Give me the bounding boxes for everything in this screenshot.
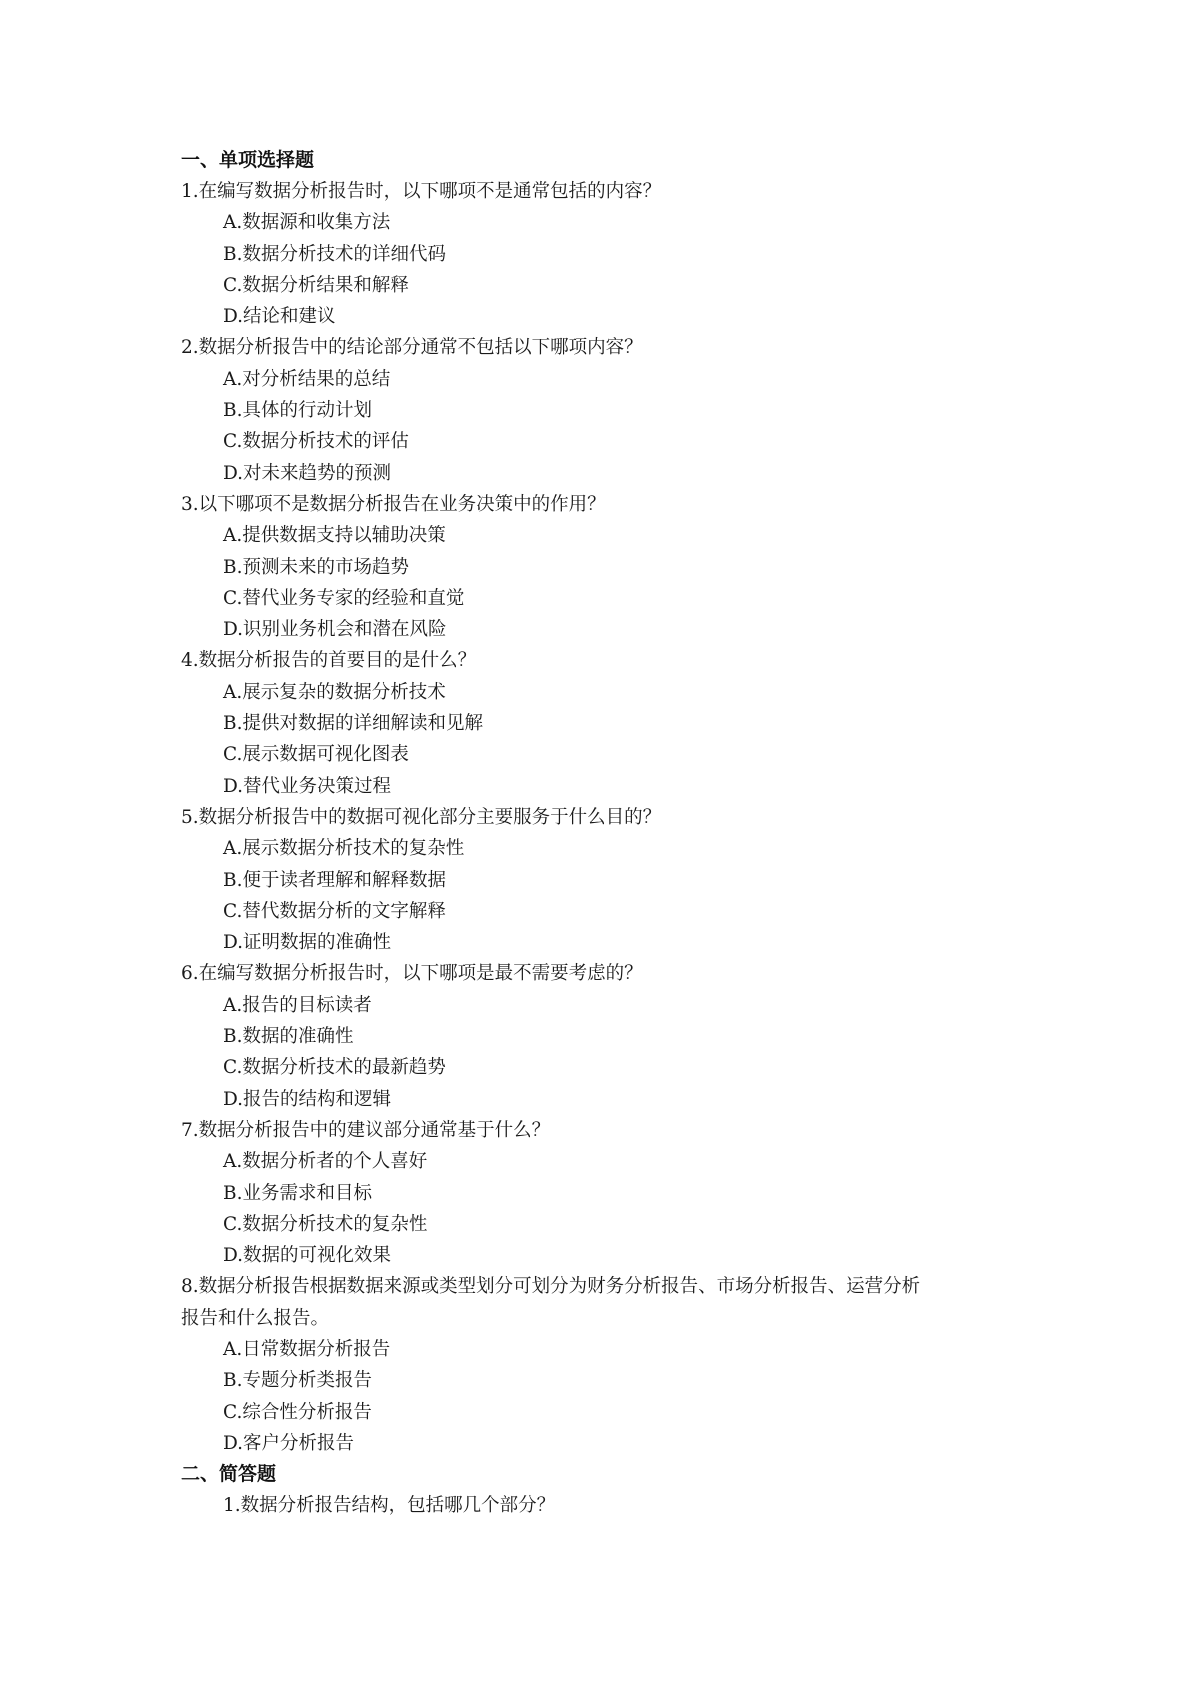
option-b: B.数据分析技术的详细代码 [223, 243, 446, 265]
question-stem: 1.数据分析报告结构，包括哪几个部分？ [223, 1495, 556, 1517]
question-block [181, 176, 1021, 332]
option-d: D.报告的结构和逻辑 [223, 1088, 392, 1110]
option-a: A.日常数据分析报告 [223, 1338, 391, 1360]
question-stem-line-1: 8.数据分析报告根据数据来源或类型划分可划分为财务分析报告、市场分析报告、运营分析 [181, 1276, 921, 1298]
question-stem: 7.数据分析报告中的建议部分通常基于什么？ [181, 1119, 551, 1141]
option-d: D.替代业务决策过程 [223, 775, 392, 797]
option-b: B.业务需求和目标 [223, 1182, 372, 1204]
option-c: C.数据分析技术的最新趋势 [223, 1057, 446, 1079]
option-b: B.提供对数据的详细解读和见解 [223, 713, 483, 735]
option-b: B.预测未来的市场趋势 [223, 556, 409, 578]
question-block [181, 1271, 1021, 1459]
option-d: D.数据的可视化效果 [223, 1245, 392, 1267]
option-c: C.数据分析技术的复杂性 [223, 1213, 428, 1235]
question-stem: 1.在编写数据分析报告时，以下哪项不是通常包括的内容？ [181, 181, 662, 202]
option-a: A.数据分析者的个人喜好 [223, 1151, 428, 1173]
option-d: D.证明数据的准确性 [223, 932, 392, 954]
question-block [181, 645, 1021, 801]
option-d: D.结论和建议 [223, 306, 336, 328]
question-stem: 3.以下哪项不是数据分析报告在业务决策中的作用？ [181, 493, 606, 515]
option-a: A.展示数据分析技术的复杂性 [223, 838, 465, 860]
option-a: A.对分析结果的总结 [223, 368, 391, 390]
question-block [181, 1490, 1021, 1521]
option-c: C.数据分析技术的评估 [223, 431, 409, 453]
option-d: D.识别业务机会和潜在风险 [223, 619, 447, 641]
question-block [181, 489, 1021, 645]
question-stem: 2.数据分析报告中的结论部分通常不包括以下哪项内容？ [181, 337, 643, 359]
option-a: A.展示复杂的数据分析技术 [223, 681, 446, 703]
question-block [181, 1115, 1021, 1271]
option-b: B.具体的行动计划 [223, 400, 372, 422]
option-b: B.数据的准确性 [223, 1026, 354, 1048]
option-d: D.对未来趋势的预测 [223, 462, 392, 484]
question-stem: 6.在编写数据分析报告时，以下哪项是最不需要考虑的？ [181, 963, 643, 985]
option-b: B.专题分析类报告 [223, 1370, 372, 1392]
question-block [181, 958, 1021, 1114]
option-c: C.综合性分析报告 [223, 1401, 372, 1423]
document-page [181, 145, 1021, 1521]
section-title-single-choice: 一、单项选择题 [181, 149, 315, 171]
option-b: B.便于读者理解和解释数据 [223, 869, 446, 891]
option-a: A.提供数据支持以辅助决策 [223, 525, 446, 547]
question-stem: 4.数据分析报告的首要目的是什么？ [181, 650, 477, 672]
section-title-short-answer: 二、简答题 [181, 1463, 277, 1486]
question-block [181, 802, 1021, 958]
question-block [181, 332, 1021, 488]
option-c: C.展示数据可视化图表 [223, 744, 409, 766]
question-stem-line-2: 报告和什么报告。 [181, 1307, 330, 1329]
option-a: A.报告的目标读者 [223, 994, 372, 1016]
option-c: C.数据分析结果和解释 [223, 274, 409, 296]
option-c: C.替代业务专家的经验和直觉 [223, 587, 465, 609]
option-d: D.客户分析报告 [223, 1432, 355, 1454]
option-c: C.替代数据分析的文字解释 [223, 900, 446, 922]
option-a: A.数据源和收集方法 [223, 212, 391, 234]
question-stem: 5.数据分析报告中的数据可视化部分主要服务于什么目的？ [181, 806, 662, 828]
